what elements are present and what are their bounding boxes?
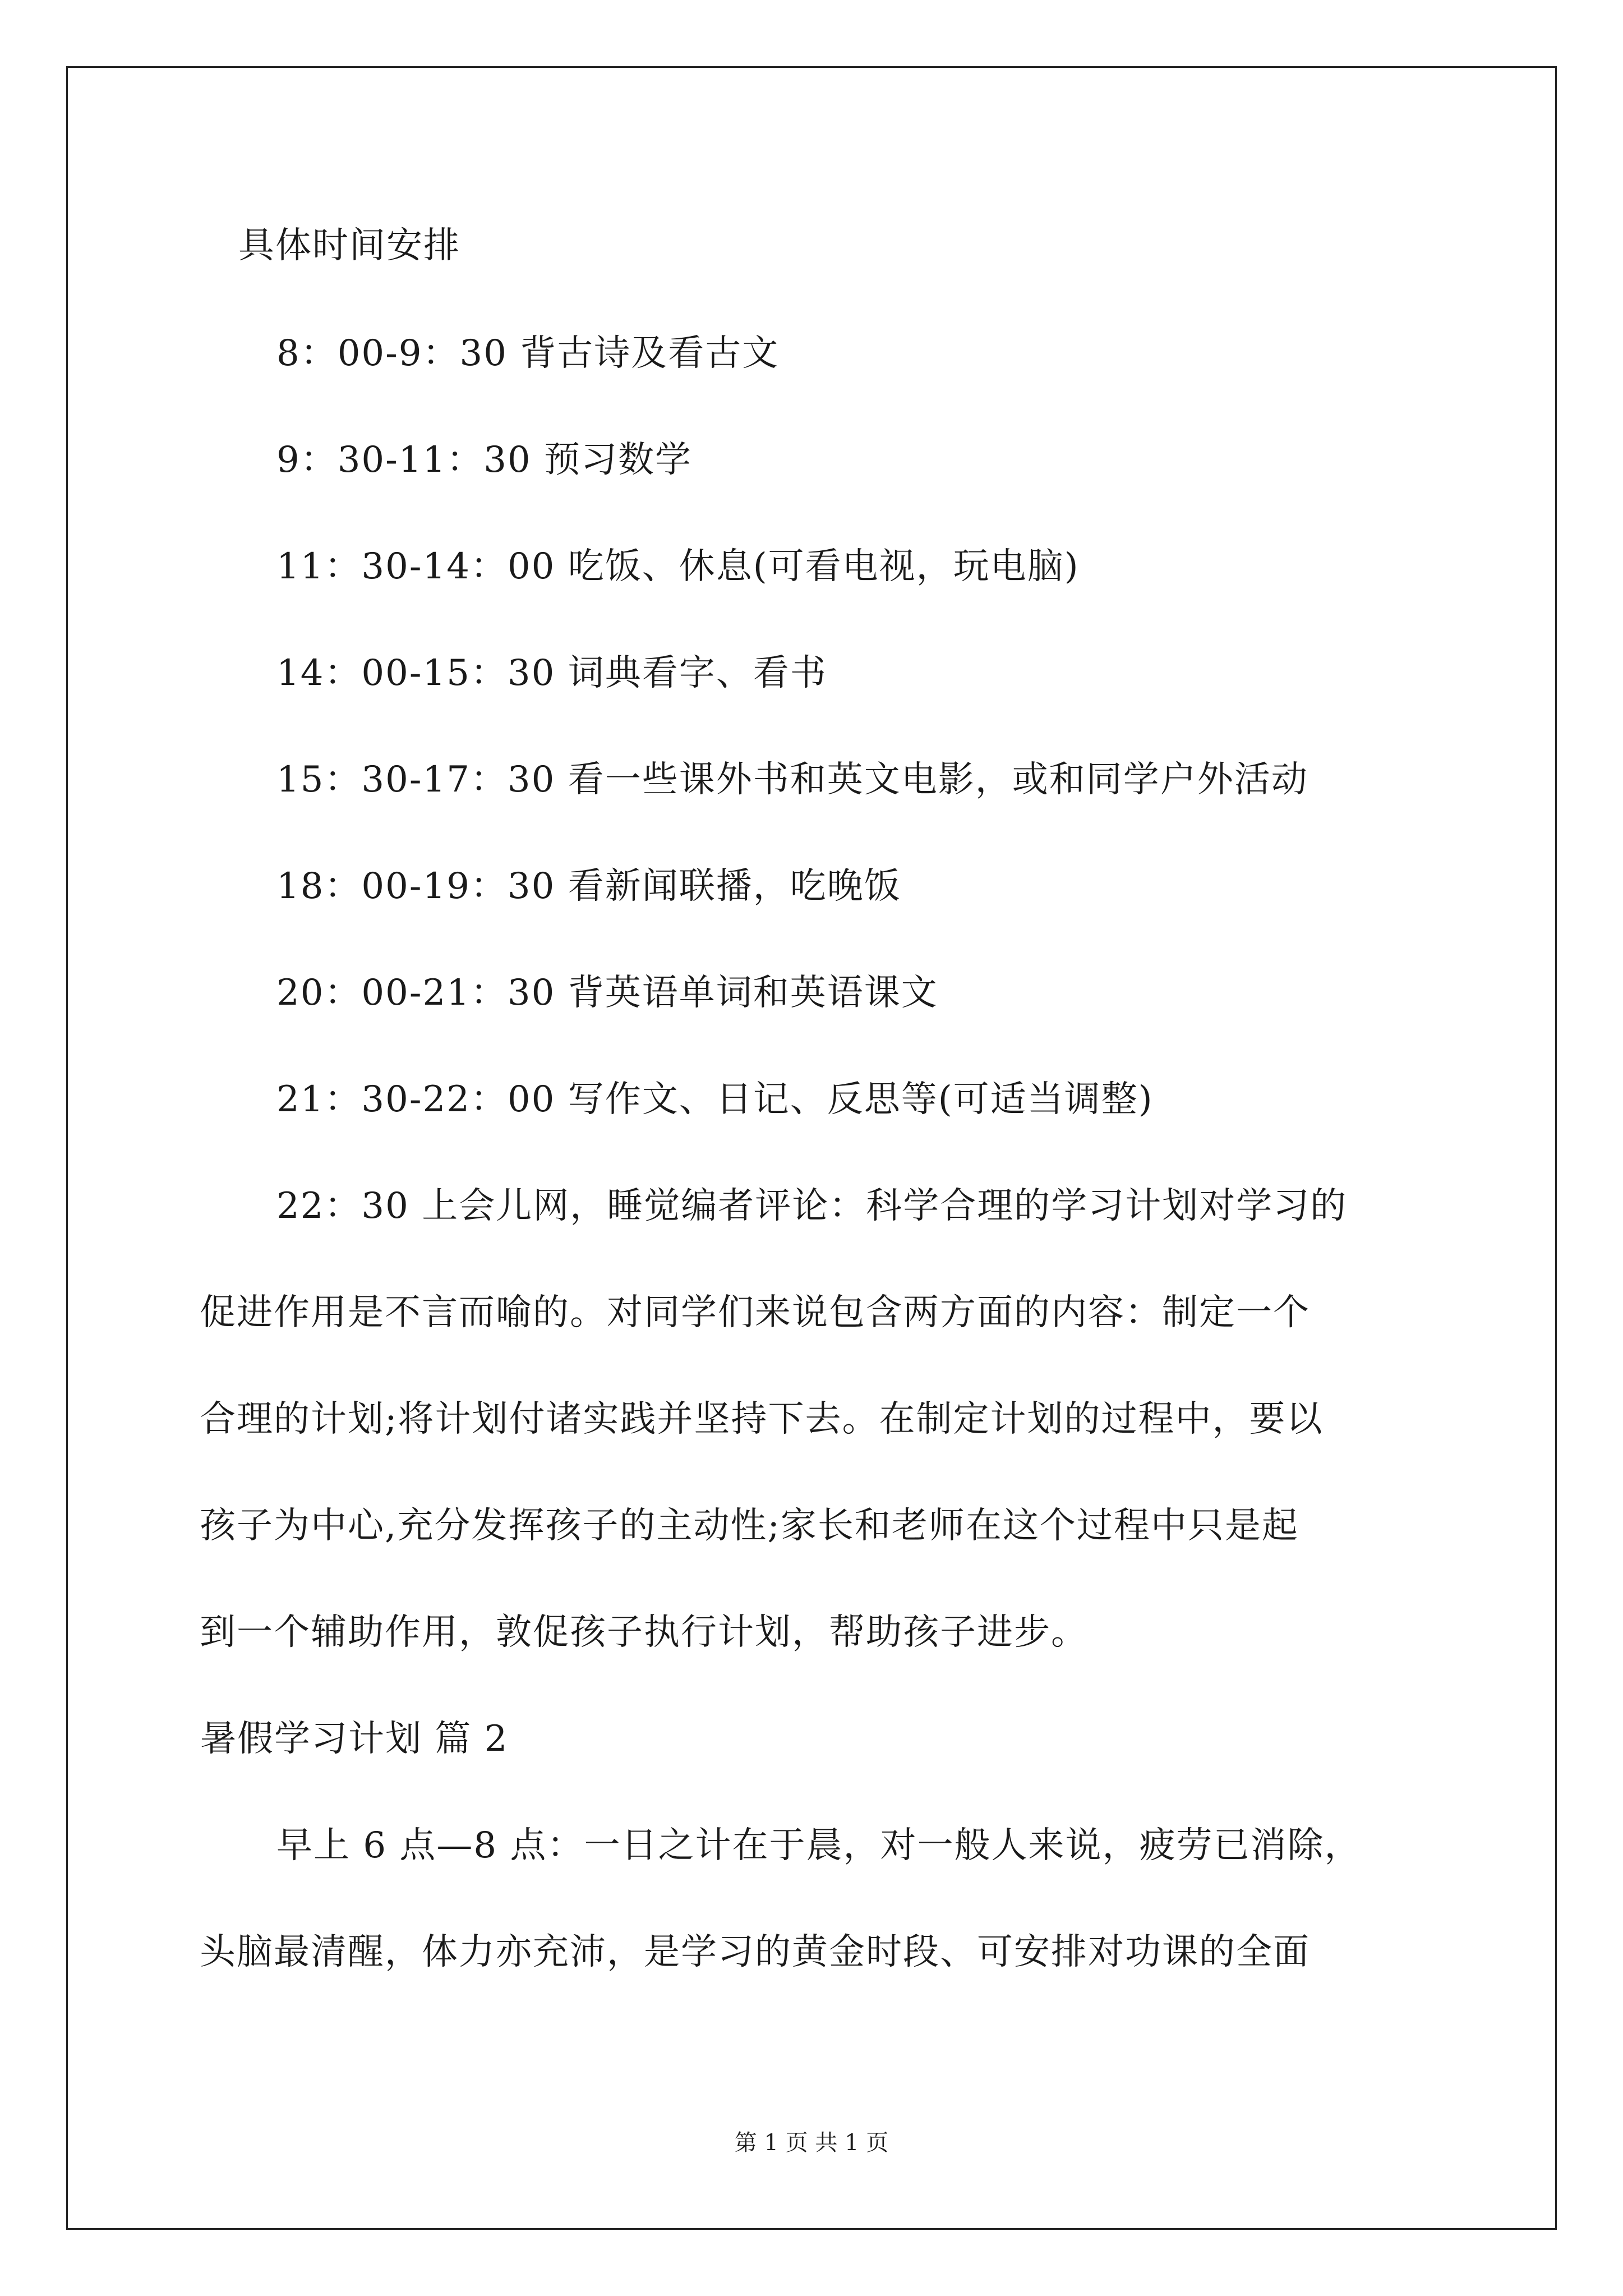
schedule-item: 14：00-15：30 词典看字、看书	[276, 652, 827, 694]
schedule-item: 8：00-9：30 背古诗及看古文	[276, 333, 780, 374]
page-number: 第 1 页 共 1 页	[734, 2130, 889, 2156]
schedule-item: 9：30-11：30 预习数学	[276, 439, 692, 481]
paragraph-line: 促进作用是不言而喻的。对同学们来说包含两方面的内容：制定一个	[200, 1292, 1310, 1333]
paragraph-line: 到一个辅助作用，敦促孩子执行计划，帮助孩子进步。	[200, 1612, 1088, 1653]
schedule-item: 15：30-17：30 看一些课外书和英文电影，或和同学户外活动	[276, 759, 1308, 800]
paragraph-line: 合理的计划;将计划付诸实践并坚持下去。在制定计划的过程中，要以	[200, 1398, 1324, 1440]
page-border	[66, 66, 1557, 2230]
schedule-item: 21：30-22：00 写作文、日记、反思等(可适当调整)	[276, 1079, 1154, 1120]
schedule-item: 11：30-14：00 吃饭、休息(可看电视，玩电脑)	[276, 546, 1080, 587]
schedule-item: 20：00-21：30 背英语单词和英语课文	[276, 972, 938, 1014]
paragraph-line: 头脑最清醒，体力亦充沛，是学习的黄金时段、可安排对功课的全面	[200, 1931, 1310, 1973]
schedule-heading: 具体时间安排	[238, 225, 460, 266]
paragraph-line: 孩子为中心,充分发挥孩子的主动性;家长和老师在这个过程中只是起	[200, 1505, 1299, 1547]
section-title: 暑假学习计划 篇 2	[200, 1718, 509, 1760]
schedule-item: 18：00-19：30 看新闻联播，吃晚饭	[276, 866, 901, 907]
paragraph-line: 22：30 上会儿网，睡觉编者评论：科学合理的学习计划对学习的	[276, 1185, 1348, 1227]
paragraph-line: 早上 6 点—8 点：一日之计在于晨，对一般人来说，疲劳已消除，	[276, 1825, 1362, 1866]
